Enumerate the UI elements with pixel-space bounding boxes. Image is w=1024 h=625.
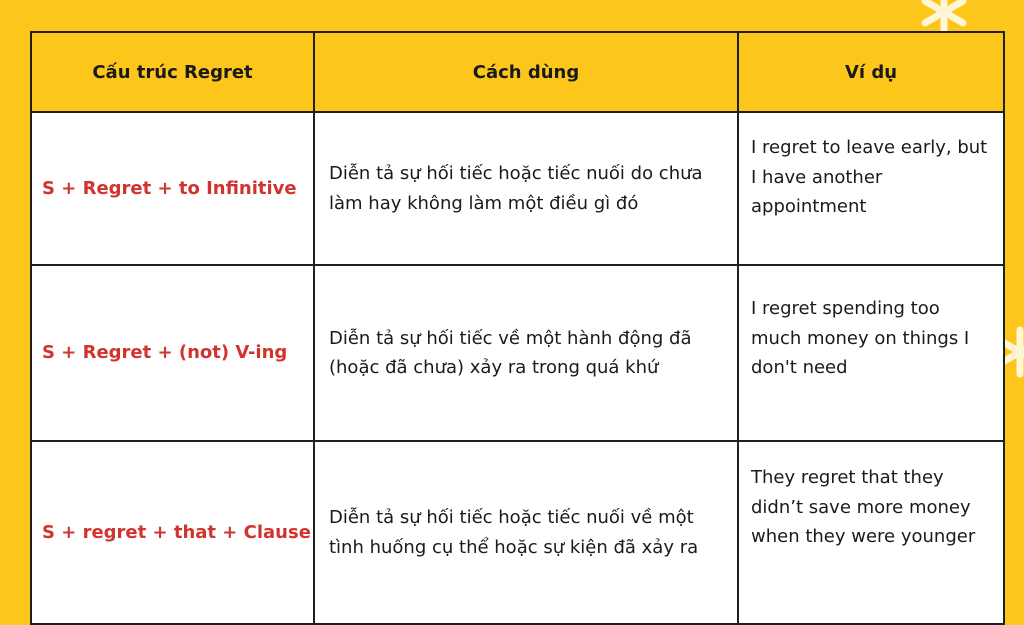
table-row [31,112,1004,265]
structure-cell: S + regret + that + Clause [31,441,314,624]
header-usage: Cách dùng [314,32,738,112]
example-text: They regret that they didn’t save more money when they were younger [751,467,976,547]
example-text: I regret spending too much money on things I don't need [751,298,970,378]
structure-cell: S + Regret + (not) V-ing [31,265,314,441]
usage-cell: Diễn tả sự hối tiếc hoặc tiếc nuối về một tình huống cụ thể hoặc sự kiện đã xảy ra [314,441,738,624]
example-cell [738,112,1004,265]
header-example: Ví dụ [738,32,1004,112]
header-structure: Cấu trúc Regret [31,32,314,112]
usage-cell: Diễn tả sự hối tiếc hoặc tiếc nuối do chưa làm hay không làm một điều gì đó [314,112,738,265]
regret-structure-table [30,31,1005,625]
example-cell [738,441,1004,624]
structure-cell: S + Regret + to Infinitive [31,112,314,265]
example-text: I regret to leave early, but I have another appointment [751,137,988,217]
table-header-row [31,32,1004,112]
example-cell [738,265,1004,441]
usage-cell: Diễn tả sự hối tiếc về một hành động đã (hoặc đã chưa) xảy ra trong quá khứ [314,265,738,441]
table-row [31,441,1004,624]
table-row [31,265,1004,441]
